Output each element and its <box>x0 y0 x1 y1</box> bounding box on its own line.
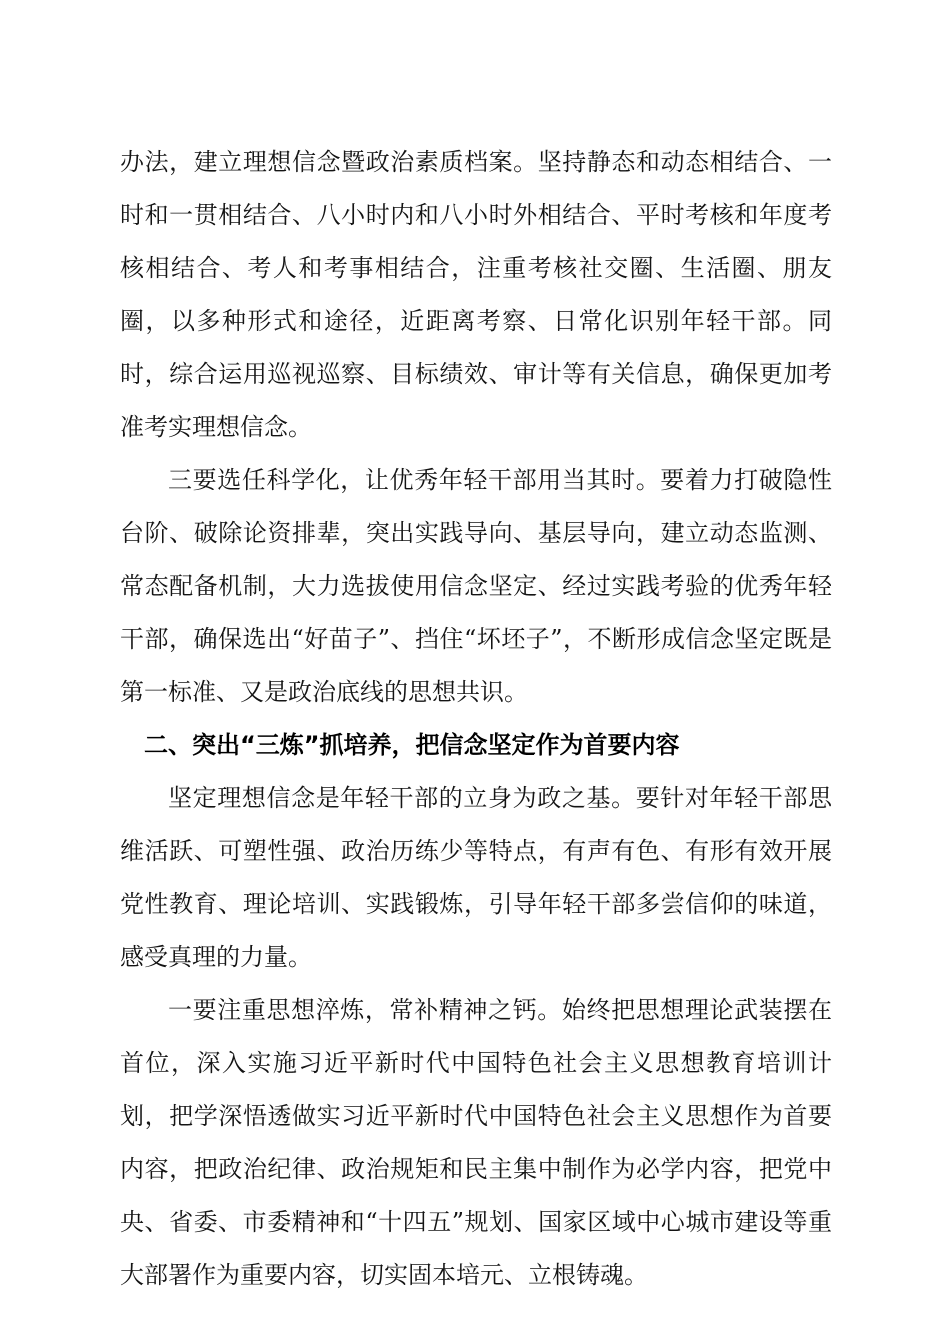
paragraph-intro: 坚定理想信念是年轻干部的立身为政之基。要针对年轻干部思维活跃、可塑性强、政治历练少等特点，有声有色、有形有效开展党性教育、理论培训、实践锻炼，引导年轻干部多尝信仰的味道，感受真理的力量。 <box>120 784 832 971</box>
document-body <box>120 136 832 1302</box>
paragraph-continued: 办法，建立理想信念暨政治素质档案。坚持静态和动态相结合、一时和一贯相结合、八小时内和八小时外相结合、平时考核和年度考核相结合、考人和考事相结合，注重考核社交圈、生活圈、朋友圈，以多种形式和途径，近距离考察、日常化识别年轻干部。同时，综合运用巡视巡察、目标绩效、审计等有关信息，确保更加考准考实理想信念。 <box>120 148 832 441</box>
section-heading: 二、突出“三炼”抓培养，把信念坚定作为首要内容 <box>144 731 680 759</box>
paragraph-thought-training: 一要注重思想淬炼，常补精神之钙。始终把思想理论武装摆在首位，深入实施习近平新时代中国特色社会主义思想教育培训计划，把学深悟透做实习近平新时代中国特色社会主义思想作为首要内容，把政治纪律、政治规矩和民主集中制作为必学内容，把党中央、省委、市委精神和“十四五”规划、国家区域中心城市建设等重大部署作为重要内容，切实固本培元、立根铸魂。 <box>120 996 832 1289</box>
paragraph-selection: 三要选任科学化，让优秀年轻干部用当其时。要着力打破隐性台阶、破除论资排辈，突出实践导向、基层导向，建立动态监测、常态配备机制，大力选拔使用信念坚定、经过实践考验的优秀年轻干部，确保选出“好苗子”、挡住“坏坯子”，不断形成信念坚定既是第一标准、又是政治底线的思想共识。 <box>120 466 832 706</box>
